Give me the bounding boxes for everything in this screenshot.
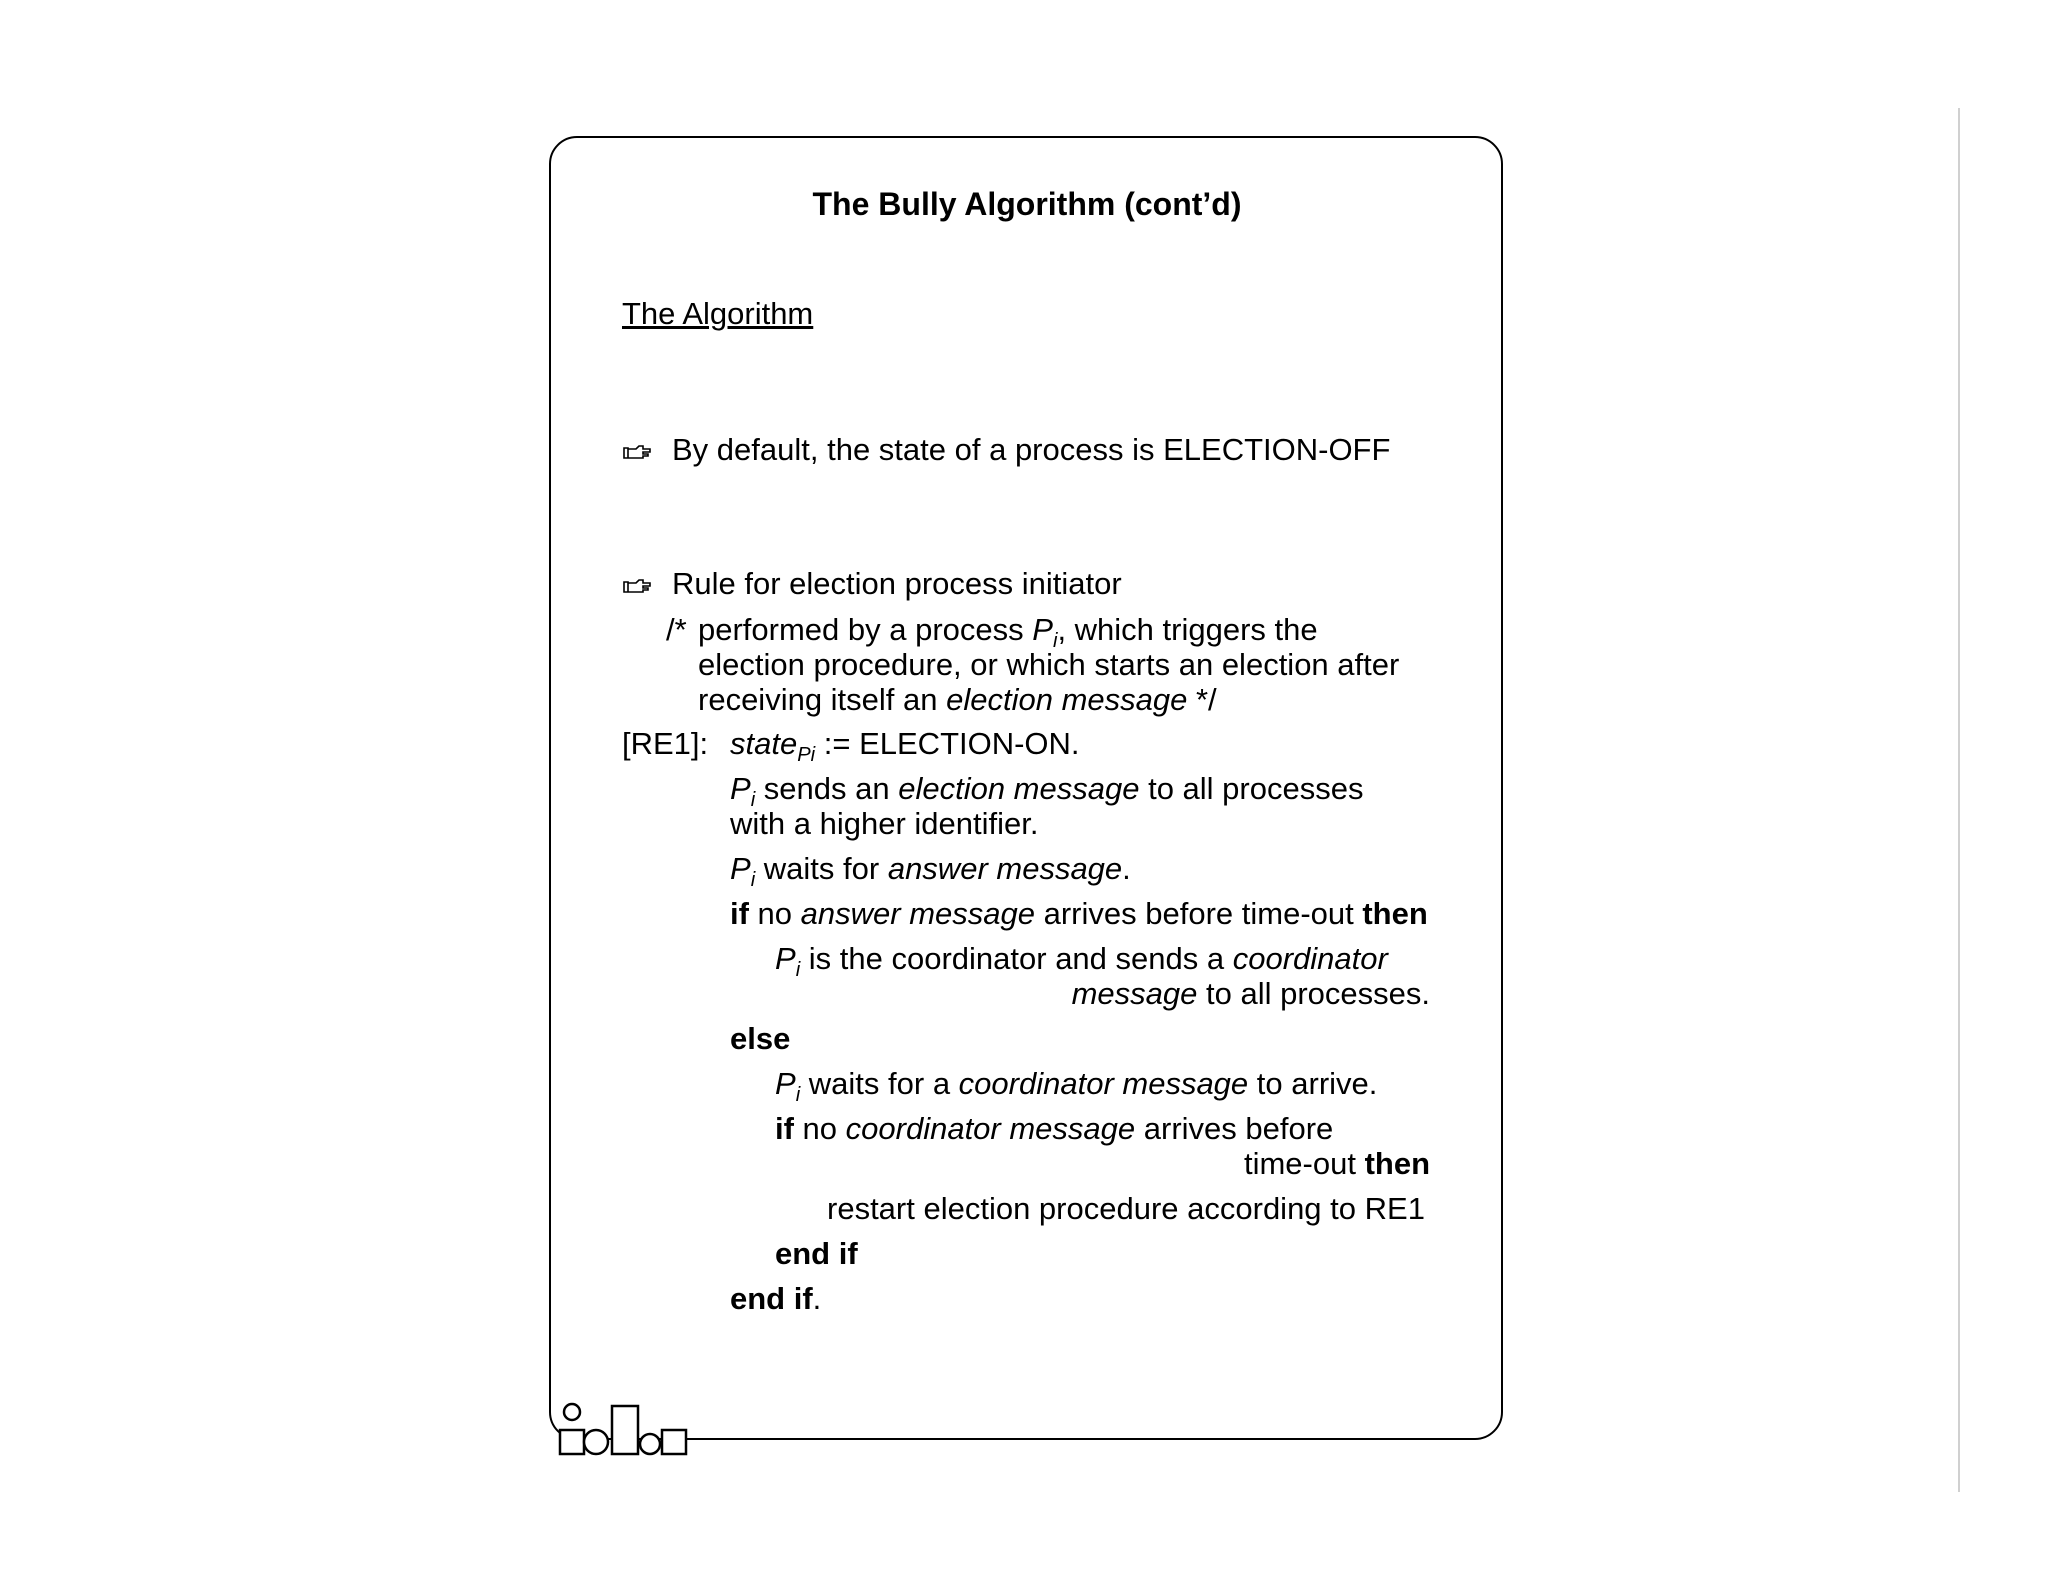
wait-coordinator-line: $P_i$ waits for a coordinator message to arrive. bbox=[775, 1066, 1378, 1107]
slide-title: The Bully Algorithm (cont’d) bbox=[812, 186, 1242, 222]
else-keyword: else bbox=[730, 1021, 791, 1056]
comment-line-2: election procedure, or which starts an election after bbox=[698, 647, 1400, 682]
rule-label: [RE1]: bbox=[622, 726, 709, 761]
end-if-outer: end if. bbox=[730, 1281, 822, 1316]
if-no-answer-line: if no answer message arrives before time-out then bbox=[730, 896, 1428, 931]
send-election-line-1: $P_i$ sends an election message to all processes bbox=[730, 771, 1364, 812]
pointing-hand-icon bbox=[622, 576, 652, 596]
bullet-initiator-rule: Rule for election process initiator bbox=[672, 566, 1122, 601]
section-heading: The Algorithm bbox=[622, 296, 814, 331]
coordinator-line-1: $P_i$ is the coordinator and sends a coordinator bbox=[775, 941, 1388, 982]
if-no-coordinator-line-2: time-out then bbox=[1243, 1146, 1430, 1181]
restart-line: restart election procedure according to RE1 bbox=[827, 1191, 1425, 1226]
pointing-hand-icon bbox=[622, 442, 652, 462]
coordinator-line-2: message to all processes. bbox=[1071, 976, 1430, 1011]
comment-open: /* bbox=[666, 612, 687, 647]
shapes-logo-icon bbox=[553, 1402, 693, 1458]
comment-line-3: receiving itself an election message */ bbox=[698, 682, 1217, 717]
wait-answer-line: $P_i$ waits for answer message. bbox=[730, 851, 1131, 892]
end-if-inner: end if bbox=[775, 1236, 858, 1271]
if-no-coordinator-line-1: if no coordinator message arrives before bbox=[775, 1111, 1334, 1146]
page-edge-rule bbox=[1958, 108, 1960, 1492]
comment-line-1: performed by a process $P_i$, which triggers the bbox=[698, 612, 1318, 653]
bullet-default-state: By default, the state of a process is ELECTION-OFF bbox=[672, 432, 1391, 467]
state-assignment: state$_{Pi}$ := ELECTION-ON. bbox=[730, 726, 1080, 767]
send-election-line-2: with a higher identifier. bbox=[730, 806, 1039, 841]
